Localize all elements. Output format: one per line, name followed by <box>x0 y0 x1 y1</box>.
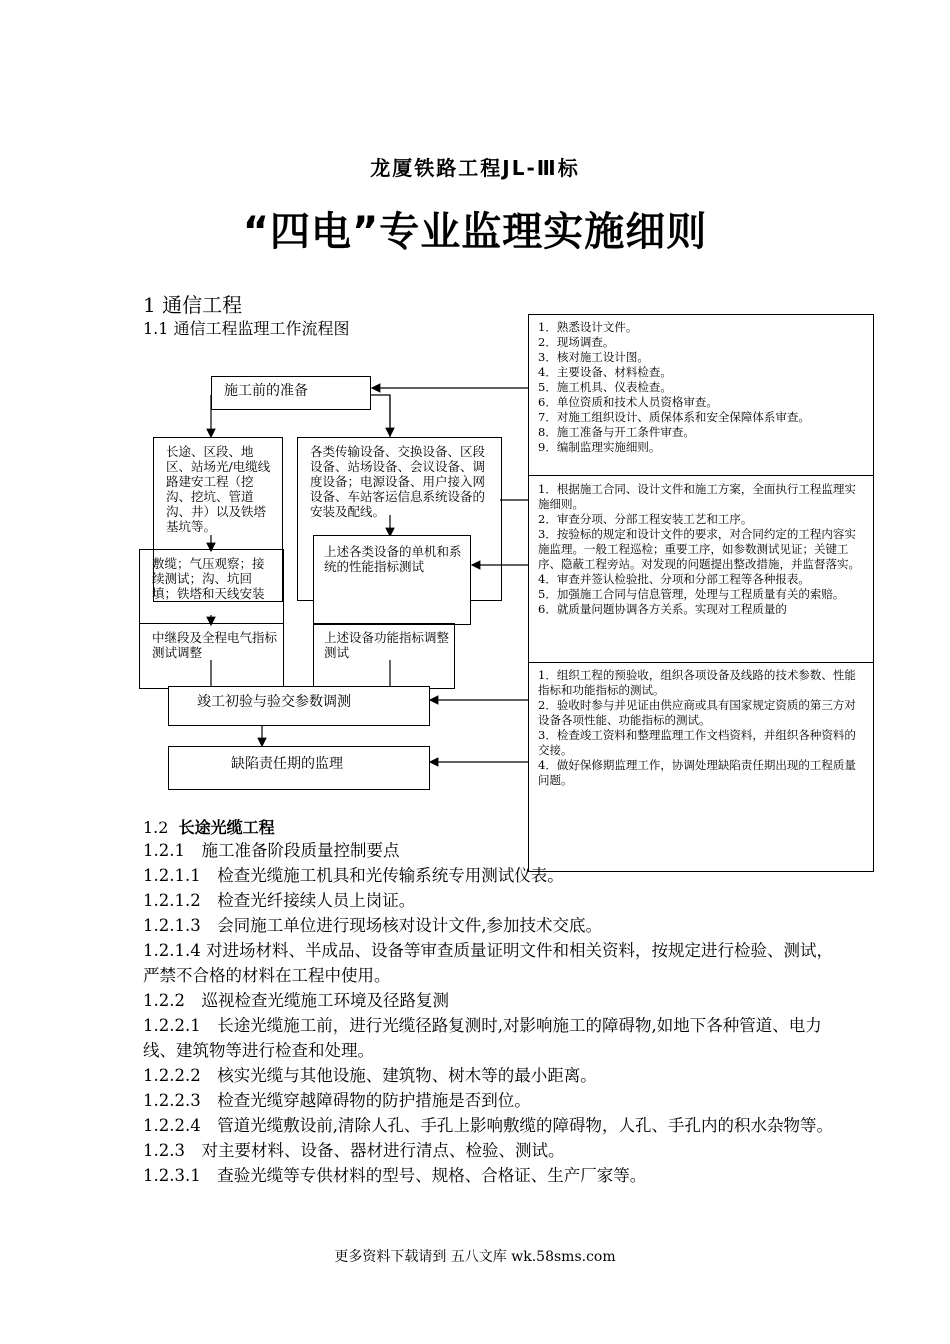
flow-box-defect-liability: 缺陷责任期的监理 <box>168 746 430 790</box>
paragraph: 1.2.3 对主要材料、设备、器材进行清点、检验、测试。 <box>143 1141 565 1160</box>
footer-link-text: 更多资料下载请到 五八文库 wk.58sms.com <box>334 1249 616 1265</box>
panel-divider <box>528 662 874 663</box>
paragraph: 1.2.2.3 检查光缆穿越障碍物的防护措施是否到位。 <box>143 1091 531 1110</box>
paragraph: 1.2.2.2 核实光缆与其他设施、建筑物、树木等的最小距离。 <box>143 1066 597 1085</box>
section-heading: 1 通信工程 <box>143 293 243 317</box>
flow-box-cable-laying: 敷缆；气压观察；接续测试；沟、坑回填；铁塔和天线安装 <box>139 549 284 689</box>
flow-box-prep: 施工前的准备 <box>211 376 371 410</box>
panel-group-construction: 1．根据施工合同、设计文件和施工方案，全面执行工程监理实施细则。 2．审查分项、分部工程安装工艺和工序。 3．按验标的规定和设计文件的要求，对合同约定的工程内容实施监理。一般工程巡检；重要工序，如参数测试见证；关键工序、隐蔽工程旁站。对发现的问题提出整改措施，并监督落实。 4．审查并签认检验批、分项和分部工程等各种报表。 5．加强施工合同与信息管理，处理与工程质量有关的索赔。 6．就质量问题协调各方关系。实现对工程质量的 <box>538 482 860 616</box>
subsection-heading-1-2: 1.2 长途光缆工程 <box>143 818 275 837</box>
flow-box-equipment-install: 各类传输设备、交换设备、区段设备、站场设备、会议设备、调度设备；电源设备、用户接入网设备、车站客运信息系统设备的安装及配线。 <box>297 437 502 601</box>
body-text <box>143 838 843 1188</box>
paragraph: 1.2.2.4 管道光缆敷设前,清除人孔、手孔上影响敷缆的障碍物，人孔、手孔内的积水杂物等。 <box>143 1116 833 1135</box>
paragraph: 1.2.3.1 查验光缆等专供材料的型号、规格、合格证、生产厂家等。 <box>143 1166 647 1185</box>
paragraph: 1.2.2.1 长途光缆施工前，进行光缆径路复测时,对影响施工的障碍物,如地下各种管道、电力线、建筑物等进行检查和处理。 <box>143 1016 822 1060</box>
document-title: “四电”专业监理实施细则 <box>242 209 708 255</box>
flow-box-line-construction: 长途、区段、地区、站场光/电缆线路建安工程（挖沟、挖坑、管道沟、井）以及铁塔基坑等。 <box>153 437 283 602</box>
flow-box-function-test: 上述设备功能指标调整测试 <box>313 623 455 689</box>
panel-divider <box>528 475 874 476</box>
paragraph: 1.2.1.4 对进场材料、半成品、设备等审查质量证明文件和相关资料，按规定进行检验、测试，严禁不合格的材料在工程中使用。 <box>143 941 833 985</box>
document-subtitle: 龙厦铁路工程JL-Ⅲ标 <box>370 156 580 180</box>
flow-box-relay-test: 中继段及全程电气指标测试调整 <box>139 623 284 689</box>
paragraph: 1.2.1 施工准备阶段质量控制要点 <box>143 841 400 860</box>
subsection-heading: 1.1 通信工程监理工作流程图 <box>143 319 350 338</box>
paragraph: 1.2.1.2 检查光纤接续人员上岗证。 <box>143 891 416 910</box>
paragraph: 1.2.2 巡视检查光缆施工环境及径路复测 <box>143 991 449 1010</box>
paragraph: 1.2.1.3 会同施工单位进行现场核对设计文件,参加技术交底。 <box>143 916 602 935</box>
flow-box-performance-test: 上述各类设备的单机和系统的性能指标测试 <box>313 535 471 625</box>
panel-group-acceptance: 1．组织工程的预验收，组织各项设备及线路的技术参数、性能指标和功能指标的测试。 2．验收时参与并见证由供应商或具有国家规定资质的第三方对设备各项性能、功能指标的测试。 3．检查竣工资料和整理监理工作文档资料，并组织各种资料的交接。 4．做好保修期监理工作，协调处理缺陷责任期出现的工程质量问题。 <box>538 668 856 787</box>
panel-group-preparation: 1．熟悉设计文件。 2．现场调查。 3．核对施工设计图。 4．主要设备、材料检查。 5．施工机具、仪表检查。 6．单位资质和技术人员资格审查。 7．对施工组织设计、质保体系和安全保障体系审查。 8．施工准备与开工条件审查。 9．编制监理实施细则。 <box>538 320 810 454</box>
flow-box-acceptance: 竣工初验与验交参数调测 <box>168 686 430 726</box>
paragraph: 1.2.1.1 检查光缆施工机具和光传输系统专用测试仪表。 <box>143 866 564 885</box>
